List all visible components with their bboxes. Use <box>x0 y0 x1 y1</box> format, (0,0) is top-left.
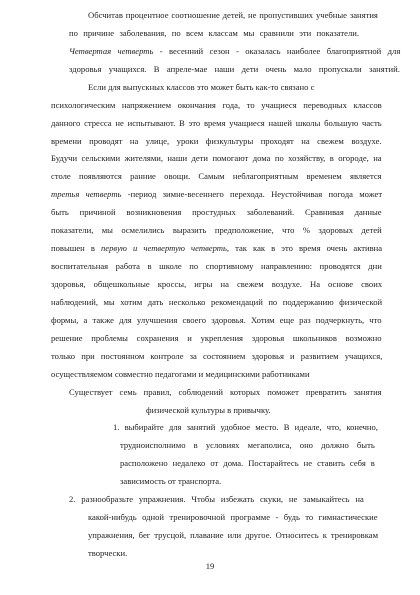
text-line <box>51 136 382 147</box>
text-run: здоровья, общешкольные кроссы, игры на свежем воздухе. На основе своих <box>51 279 383 289</box>
text-line <box>51 315 382 326</box>
italic-phrase: третья четверть <box>51 189 122 200</box>
text-run: данного стресса не испытывают. В это время учащиеся нашей школы большую часть <box>51 117 382 128</box>
text-line <box>69 387 382 398</box>
text-run: наблюдений, мы хотим дать несколько рекомендаций по поддержанию физической <box>51 296 383 307</box>
text-line <box>51 297 382 308</box>
text-line <box>51 153 382 164</box>
text-line <box>69 46 400 57</box>
text-line <box>88 82 314 93</box>
text-line <box>88 530 378 541</box>
text-line <box>51 189 382 200</box>
text-line <box>51 171 382 182</box>
text-line <box>51 100 382 111</box>
text-run: осуществляемом совместно педагогами и медицинскими работниками <box>51 368 310 379</box>
text-line <box>69 64 400 75</box>
text-line <box>88 512 378 523</box>
text-line <box>120 440 375 451</box>
text-line <box>51 118 382 129</box>
text-run: - весенний сезон - оказалась наиболее благоприятной для <box>153 45 401 56</box>
text-run: здоровья учащихся. В апреле-мае наши дети очень мало пропускали занятий. <box>69 63 400 74</box>
text-run: показатели, мы осмелились выразить предположение, что % здоровых детей <box>51 225 382 236</box>
text-line <box>51 351 382 362</box>
text-run: времени проводят на улице, уроки физкультуры проходят на свежем воздухе. <box>51 135 382 146</box>
text-run: формы, а также для улучшения своего здоровья. Хотим еще раз подчеркнуть, что <box>51 314 382 325</box>
text-run: 2. разнообразьте упражнения. Чтобы избежать скуки, не замыкайтесь на <box>69 494 364 505</box>
text-run: столе появляются ранние овощи. Самым неблагоприятным временем является <box>51 171 382 182</box>
text-run: расположено недалеко от дома. Постарайтесь не ставить себя в <box>120 458 375 469</box>
text-line <box>69 494 364 505</box>
text-line <box>69 28 359 39</box>
text-line <box>88 548 127 559</box>
text-run: по причине заболевания, по всем классам мы сравнили эти показатели. <box>69 27 359 38</box>
page-number: 19 <box>205 561 215 571</box>
text-run: Будучи сельскими жителями, наши дети помогают дома по хозяйству, в огороде, на <box>51 153 382 164</box>
text-run: только при постоянном контроле за состоянием здоровья и развитием учащихся, <box>51 350 383 361</box>
text-line <box>88 10 378 21</box>
text-run: Существует семь правил, соблюдений которых поможет превратить занятия <box>69 386 382 397</box>
text-line <box>113 422 378 433</box>
text-run: какой-нибудь одной тренировочной программе - будь то гимнастические <box>88 512 378 523</box>
text-line <box>120 476 221 487</box>
text-line <box>51 225 382 236</box>
text-line <box>51 369 310 380</box>
text-run: упражнения, бег трусцой, плавание или другое. Относитесь к тренировкам <box>88 530 379 541</box>
text-run: повышен в <box>51 243 101 254</box>
text-run: -период зимне-весеннего перехода. Неустойчивая погода может <box>121 189 383 200</box>
italic-phrase: первую и четвертую четверть <box>100 243 227 254</box>
text-run: , так как в это время очень активна <box>226 243 383 254</box>
text-run: физической культуры в привычку. <box>146 404 271 415</box>
text-run: творчески. <box>88 548 128 558</box>
text-line <box>51 261 382 272</box>
text-run: психологическим напряжением окончания года, то учащиеся переводных классов <box>51 99 382 110</box>
text-run: воспитательная работа в школе по спортивному направлению: проводятся дни <box>51 261 382 272</box>
text-line <box>51 243 382 254</box>
text-run: зависимость от транспорта. <box>120 476 222 487</box>
text-run: трудноисполнимо в условиях мегаполиса, оно должно быть <box>120 440 375 451</box>
italic-phrase: Четвертая четверть <box>69 45 154 56</box>
text-run: Обсчитав процентное соотношение детей, не пропустивших учебные занятия <box>88 10 378 20</box>
text-line <box>51 279 382 290</box>
text-line <box>120 458 375 469</box>
text-line <box>51 333 382 344</box>
text-run: решение проблемы сохранения и укрепления здоровья школьников возможно <box>51 332 382 343</box>
text-run: Если для выпускных классов это может быть как-то связано с <box>88 81 315 92</box>
text-run: 1. выбирайте для занятий удобное место. В идеале, что, конечно, <box>113 422 378 433</box>
text-line <box>146 405 271 416</box>
text-run: быть причиной возникновения простудных заболеваний. Сравнивая данные <box>51 207 382 218</box>
text-line <box>51 207 382 218</box>
